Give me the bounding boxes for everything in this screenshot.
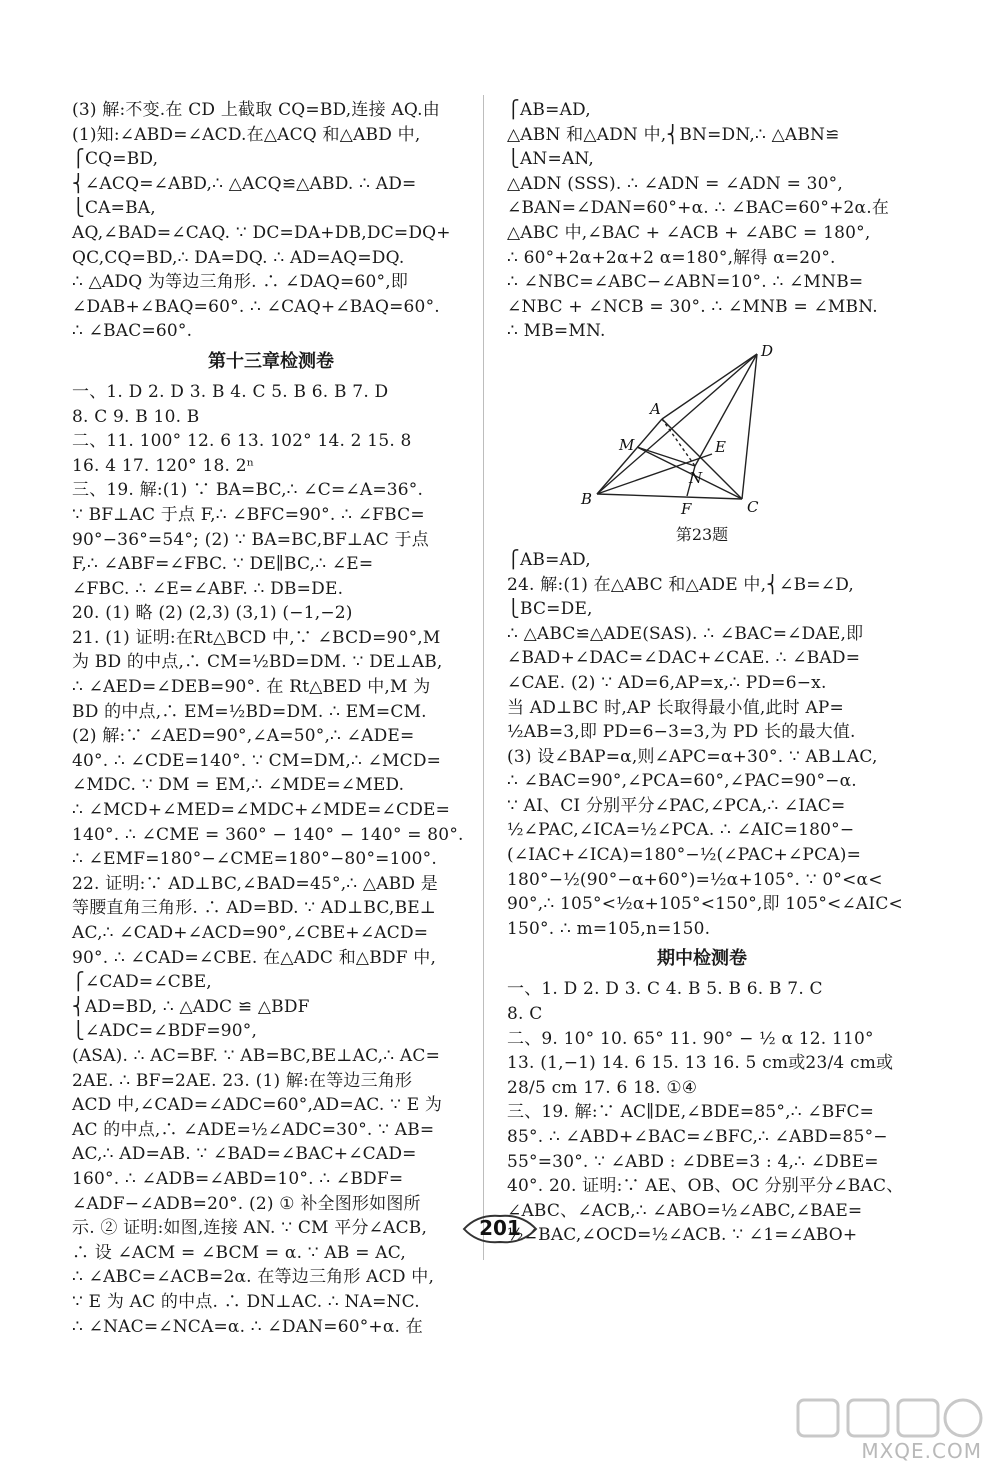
text-line: ⎧AB=AD, bbox=[507, 100, 591, 120]
segment-an-dashed bbox=[662, 419, 695, 466]
page-number-badge bbox=[458, 1212, 542, 1246]
text-line: ACD 中,∠CAD=∠ADC=60°,AD=AC. ∵ E 为 bbox=[72, 1095, 443, 1116]
text-line: △ABC 中,∠BAC + ∠ACB + ∠ABC = 180°, bbox=[507, 222, 871, 243]
text-line: (∠IAC+∠ICA)=180°−½(∠PAC+∠PCA)= bbox=[507, 845, 862, 866]
text-line: 160°. ∴ ∠ADB=∠ABD=10°. ∴ ∠BDF= bbox=[72, 1168, 404, 1189]
text-line: ∵ E 为 AC 的中点. ∴ DN⊥AC. ∴ NA=NC. bbox=[72, 1291, 420, 1312]
label-m: M bbox=[619, 435, 635, 454]
label-d: D bbox=[761, 343, 774, 360]
label-c: C bbox=[747, 497, 759, 516]
watermark-text: MXQE.COM bbox=[861, 1439, 982, 1463]
text-line: 三、19. 解:∵ AC∥DE,∠BDE=85°,∴ ∠BFC= bbox=[507, 1102, 875, 1123]
text-line: 20. (1) 略 (2) (2,3) (3,1) (−1,−2) bbox=[72, 603, 353, 624]
geometry-diagram bbox=[567, 344, 827, 519]
text-line: ∴ ∠EMF=180°−∠CME=180°−80°=100°. bbox=[72, 849, 437, 870]
text-line: 40°. ∴ ∠CDE=140°. ∵ CM=DM,∴ ∠MCD= bbox=[72, 750, 442, 771]
text-line: △ABN 和△ADN 中,⎨BN=DN,∴ △ABN≌ bbox=[507, 124, 840, 145]
text-line: △ADN (SSS). ∴ ∠ADN = ∠ADN = 30°, bbox=[507, 173, 843, 194]
text-line: 13. (1,−1) 14. 6 15. 13 16. 5 cm或23/4 cm或 bbox=[507, 1053, 894, 1074]
answer-block-q23-continued bbox=[507, 98, 897, 344]
segment-bc bbox=[597, 494, 742, 499]
text-line: ∴ ∠BAC=60°. bbox=[72, 321, 193, 342]
text-line: ∴ △ABC≌△ADE(SAS). ∴ ∠BAC=∠DAE,即 bbox=[507, 623, 864, 644]
text-line: ∴ ∠NAC=∠NCA=α. ∴ ∠DAN=60°+α. 在 bbox=[72, 1316, 423, 1337]
text-line: 等腰直角三角形. ∴ AD=BD. ∵ AD⊥BC,BE⊥ bbox=[72, 898, 437, 919]
text-line: 2AE. ∴ BF=2AE. 23. (1) 解:在等边三角形 bbox=[72, 1070, 413, 1091]
watermark bbox=[788, 1392, 988, 1467]
answer-block-midterm bbox=[507, 977, 904, 1248]
answer-block-q24 bbox=[507, 548, 903, 942]
text-line: ∠FBC. ∴ ∠E=∠ABF. ∴ DB=DE. bbox=[72, 578, 344, 599]
text-line: 22. 证明:∵ AD⊥BC,∠BAD=45°,∴ △ABD 是 bbox=[72, 873, 438, 894]
text-line: ∴ ∠NBC=∠ABC−∠ABN=10°. ∴ ∠MNB= bbox=[507, 272, 864, 293]
text-line: ∠DAB+∠BAQ=60°. ∴ ∠CAQ+∠BAQ=60°. bbox=[72, 296, 440, 317]
text-line: 一、1. D 2. D 3. C 4. B 5. B 6. B 7. C bbox=[507, 979, 823, 1000]
label-a: A bbox=[650, 399, 661, 418]
label-e: E bbox=[715, 437, 726, 456]
text-line: 21. (1) 证明:在Rt△BCD 中,∵ ∠BCD=90°,M bbox=[72, 627, 441, 648]
text-line: ½AB=3,即 PD=6−3=3,为 PD 长的最大值. bbox=[507, 722, 856, 743]
text-line: ⎧AB=AD, bbox=[507, 549, 591, 570]
text-line: ∠NBC + ∠NCB = 30°. ∴ ∠MNB = ∠MBN. bbox=[507, 296, 878, 317]
text-line: ∠ADF−∠ADB=20°. (2) ① 补全图形如图所 bbox=[72, 1193, 421, 1214]
text-line: (ASA). ∴ AC=BF. ∵ AB=BC,BE⊥AC,∴ AC= bbox=[72, 1045, 441, 1066]
text-line: 90°,∴ 105°<½α+105°<150°,即 105°<∠AIC< bbox=[507, 894, 903, 915]
text-line: 为 BD 的中点,∴ CM=½BD=DM. ∵ DE⊥AB, bbox=[72, 652, 443, 673]
text-line: ∴ ∠MCD+∠MED=∠MDC+∠MDE=∠CDE= bbox=[72, 800, 451, 821]
section-title-midterm-test: 期中检测卷 bbox=[657, 948, 747, 970]
text-line: F,∴ ∠ABF=∠FBC. ∵ DE∥BC,∴ ∠E= bbox=[72, 554, 374, 575]
text-line: ∴ MB=MN. bbox=[507, 321, 606, 342]
text-line: 150°. ∴ m=105,n=150. bbox=[507, 918, 711, 939]
text-line: AQ,∠BAD=∠CAQ. ∵ DC=DA+DB,DC=DQ+ bbox=[72, 222, 451, 243]
text-line: ∠MDC. ∵ DM = EM,∴ ∠MDE=∠MED. bbox=[72, 775, 405, 796]
text-line: 二、9. 10° 10. 65° 11. 90° − ½ α 12. 110° bbox=[507, 1028, 874, 1049]
text-line: ⎨∠ACQ=∠ABD,∴ △ACQ≌△ABD. ∴ AD= bbox=[72, 173, 417, 194]
column-divider bbox=[483, 95, 484, 1260]
text-line: (2) 解:∵ ∠AED=90°,∠A=50°,∴ ∠ADE= bbox=[72, 726, 415, 747]
text-line: ∵ AI、CI 分别平分∠PAC,∠PCA,∴ ∠IAC= bbox=[507, 795, 846, 816]
text-line: QC,CQ=BD,∴ DA=DQ. ∴ AD=AQ=DQ. bbox=[72, 247, 405, 268]
figure-q23 bbox=[507, 343, 897, 544]
text-line: ⎧CQ=BD, bbox=[72, 149, 159, 170]
text-line: ½∠BAC,∠OCD=½∠ACB. ∵ ∠1=∠ABO+ bbox=[507, 1225, 858, 1246]
answer-block-chapter13 bbox=[72, 380, 470, 1339]
text-line: 示. ② 证明:如图,连接 AN. ∵ CM 平分∠ACB, bbox=[72, 1218, 428, 1239]
text-line: 28/5 cm 17. 6 18. ①④ bbox=[507, 1077, 698, 1098]
text-line: 三、19. 解:(1) ∵ BA=BC,∴ ∠C=∠A=36°. bbox=[72, 480, 424, 501]
text-line: 90°−36°=54°; (2) ∵ BA=BC,BF⊥AC 于点 bbox=[72, 529, 429, 550]
text-line: 90°. ∴ ∠CAD=∠CBE. 在△ADC 和△BDF 中, bbox=[72, 947, 437, 968]
text-line: (3) 设∠BAP=α,则∠APC=α+30°. ∵ AB⊥AC, bbox=[507, 746, 878, 767]
text-line: ∠BAN=∠DAN=60°+α. ∴ ∠BAC=60°+2α.在 bbox=[507, 198, 890, 219]
text-line: 55°=30°. ∵ ∠ABD : ∠DBE=3 : 4,∴ ∠DBE= bbox=[507, 1151, 879, 1172]
text-line: ⎩AN=AN, bbox=[507, 149, 595, 170]
text-line: 一、1. D 2. D 3. B 4. C 5. B 6. B 7. D bbox=[72, 381, 389, 402]
text-line: BD 的中点,∴ EM=½BD=DM. ∴ EM=CM. bbox=[72, 701, 427, 722]
text-line: ⎧∠CAD=∠CBE, bbox=[72, 972, 212, 993]
text-line: ∠CAE. (2) ∵ AD=6,AP=x,∴ PD=6−x. bbox=[507, 672, 827, 693]
text-line: AC 的中点,∴ ∠ADE=½∠ADC=30°. ∵ AB= bbox=[72, 1119, 435, 1140]
text-line: AC,∴ AD=AB. ∵ ∠BAD=∠BAC+∠CAD= bbox=[72, 1144, 417, 1165]
text-line: AC,∴ ∠CAD+∠ACD=90°,∠CBE+∠ACD= bbox=[72, 923, 429, 943]
right-column bbox=[507, 98, 904, 1248]
text-line: 8. C 9. B 10. B bbox=[72, 406, 200, 427]
figure-caption: 第23题 bbox=[675, 524, 729, 544]
page-number: 201 bbox=[479, 1216, 521, 1240]
segment-ad bbox=[662, 354, 757, 419]
text-line: ∴ ∠ABC=∠ACB=2α. 在等边三角形 ACD 中, bbox=[72, 1267, 435, 1288]
text-line: ∠BAD+∠DAC=∠DAC+∠CAE. ∴ ∠BAD= bbox=[507, 648, 861, 669]
text-line: (3) 解:不变.在 CD 上截取 CQ=BD,连接 AQ.由 bbox=[72, 100, 440, 120]
text-line: (1)知:∠ABD=∠ACD.在△ACQ 和△ABD 中, bbox=[72, 124, 421, 145]
answer-block-continued bbox=[72, 98, 470, 344]
left-column bbox=[72, 98, 470, 1339]
label-f: F bbox=[681, 499, 692, 518]
text-line: ∴ 设 ∠ACM = ∠BCM = α. ∵ AB = AC, bbox=[72, 1242, 406, 1263]
text-line: 40°. 20. 证明:∵ AE、OB、OC 分别平分∠BAC、 bbox=[507, 1176, 904, 1197]
text-line: ∵ BF⊥AC 于点 F,∴ ∠BFC=90°. ∴ ∠FBC= bbox=[72, 504, 425, 525]
text-line: 当 AD⊥BC 时,AP 长取得最小值,此时 AP= bbox=[507, 697, 845, 718]
section-title-chapter13-test: 第十三章检测卷 bbox=[208, 350, 334, 372]
segment-mn bbox=[637, 447, 695, 466]
text-line: ⎩∠ADC=∠BDF=90°, bbox=[72, 1021, 258, 1042]
text-line: ∠ABC、∠ACB,∴ ∠ABO=½∠ABC,∠BAE= bbox=[507, 1200, 863, 1221]
text-line: ½∠PAC,∠ICA=½∠PCA. ∴ ∠AIC=180°− bbox=[507, 820, 855, 841]
text-line: 140°. ∴ ∠CME = 360° − 140° − 140° = 80°. bbox=[72, 824, 464, 845]
text-line: ∴ △ADQ 为等边三角形. ∴ ∠DAQ=60°,即 bbox=[72, 272, 409, 293]
label-b: B bbox=[581, 489, 593, 508]
text-line: 16. 4 17. 120° 18. 2ⁿ bbox=[72, 455, 255, 476]
label-n: N bbox=[689, 468, 703, 487]
text-line: 180°−½(90°−α+60°)=½α+105°. ∵ 0°<α< bbox=[507, 869, 883, 890]
text-line: ∴ ∠BAC=90°,∠PCA=60°,∠PAC=90°−α. bbox=[507, 771, 857, 792]
segment-bd bbox=[597, 354, 757, 494]
text-line: ∴ 60°+2α+2α+2 α=180°,解得 α=20°. bbox=[507, 247, 836, 268]
text-line: 24. 解:(1) 在△ABC 和△ADE 中,⎨∠B=∠D, bbox=[507, 574, 855, 595]
text-line: ⎩BC=DE, bbox=[507, 599, 593, 620]
text-line: ∴ ∠AED=∠DEB=90°. 在 Rt△BED 中,M 为 bbox=[72, 677, 431, 698]
text-line: 二、11. 100° 12. 6 13. 102° 14. 2 15. 8 bbox=[72, 431, 412, 452]
text-line: ⎨AD=BD, ∴ △ADC ≌ △BDF bbox=[72, 996, 310, 1017]
text-line: 85°. ∴ ∠ABD+∠BAC=∠BFC,∴ ∠ABD=85°− bbox=[507, 1127, 888, 1147]
text-line: 8. C bbox=[507, 1004, 543, 1025]
text-line: ⎩CA=BA, bbox=[72, 198, 156, 219]
watermark-logo-icon bbox=[788, 1392, 988, 1442]
